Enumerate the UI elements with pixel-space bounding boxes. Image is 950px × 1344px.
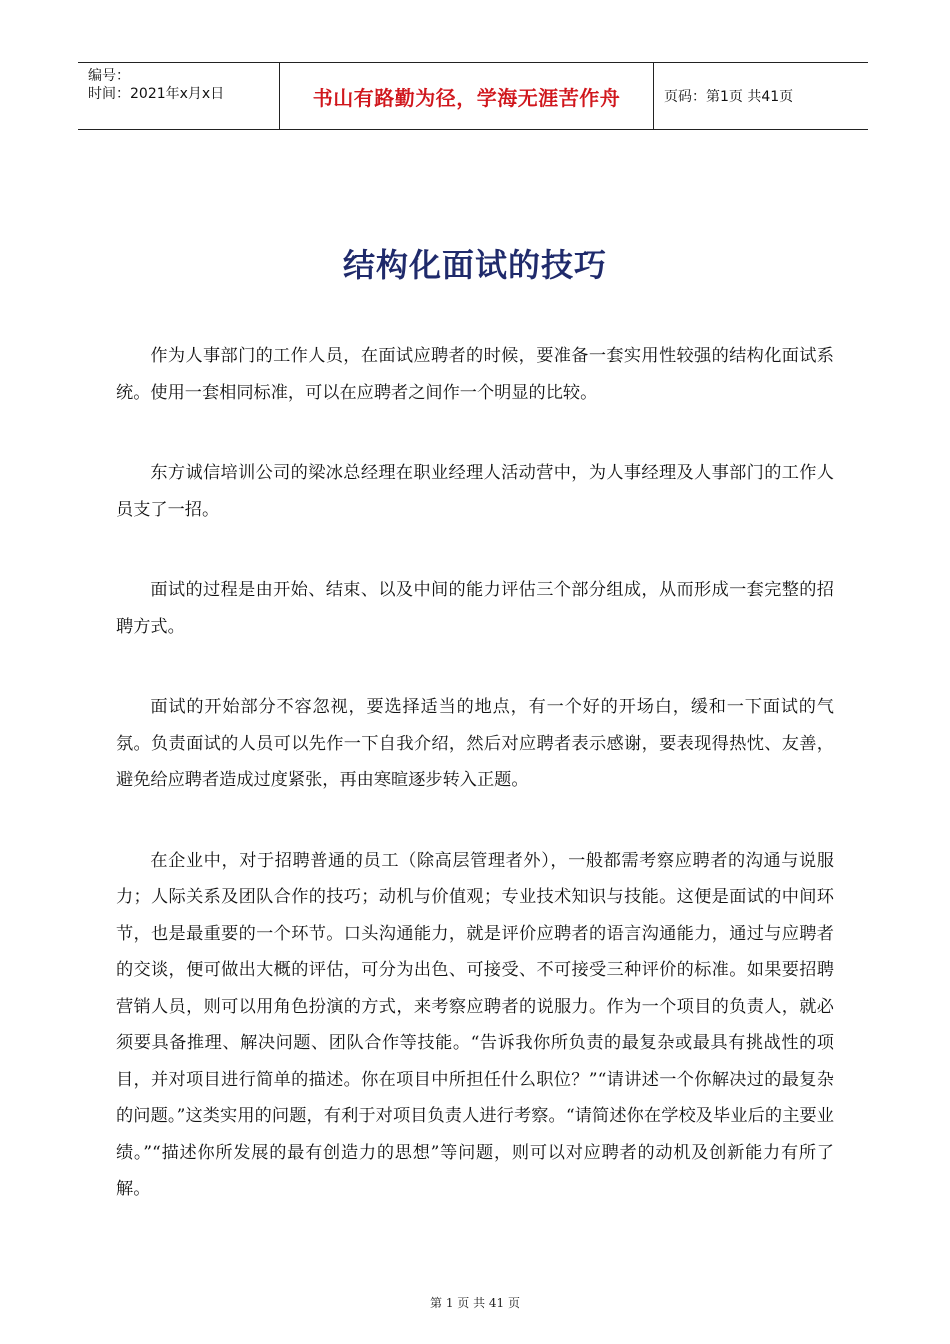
document-body xyxy=(116,338,834,1208)
body-paragraph: 作为人事部门的工作人员，在面试应聘者的时候，要准备一套实用性较强的结构化面试系统。使用一套相同标准，可以在应聘者之间作一个明显的比较。 xyxy=(116,346,834,403)
body-paragraph: 面试的开始部分不容忽视，要选择适当的地点，有一个好的开场白，缓和一下面试的气氛。负责面试的人员可以先作一下自我介绍，然后对应聘者表示感谢，要表现得热忱、友善，避免给应聘者造成过度紧张，再由寒暄逐步转入正题。 xyxy=(116,697,834,790)
page-footer: 第 1 页 共 41 页 xyxy=(430,1296,520,1310)
body-paragraph: 面试的过程是由开始、结束、以及中间的能力评估三个部分组成，从而形成一套完整的招聘方式。 xyxy=(116,580,834,637)
header-meta-cell xyxy=(78,63,280,129)
header-motto: 书山有路勤为径，学海无涯苦作舟 xyxy=(280,63,654,129)
document-time-label: 时间：2021年x月x日 xyxy=(88,86,225,102)
header-page-info: 页码：第1页 共41页 xyxy=(664,89,794,105)
page-header xyxy=(78,62,868,130)
body-paragraph: 在企业中，对于招聘普通的员工（除高层管理者外），一般都需考察应聘者的沟通与说服力；人际关系及团队合作的技巧；动机与价值观；专业技术知识与技能。这便是面试的中间环节，也是最重要的一个环节。口头沟通能力，就是评价应聘者的语言沟通能力，通过与应聘者的交谈，便可做出大概的评估，可分为出色、可接受、不可接受三种评价的标准。如果要招聘营销人员，则可以用角色扮演的方式，来考察应聘者的说服力。作为一个项目的负责人，就必须要具备推理、解决问题、团队合作等技能。“告诉我你所负责的最复杂或最具有挑战性的项目，并对项目进行简单的描述。你在项目中所担任什么职位？”“请讲述一个你解决过的最复杂的问题。”这类实用的问题，有利于对项目负责人进行考察。“请简述你在学校及毕业后的主要业绩。”“描述你所发展的最有创造力的思想”等问题，则可以对应聘者的动机及创新能力有所了解。 xyxy=(116,850,834,1199)
body-paragraph: 东方诚信培训公司的梁冰总经理在职业经理人活动营中，为人事经理及人事部门的工作人员支了一招。 xyxy=(116,463,834,520)
document-title: 结构化面试的技巧 xyxy=(342,246,607,284)
document-number-label: 编号： xyxy=(88,68,130,84)
